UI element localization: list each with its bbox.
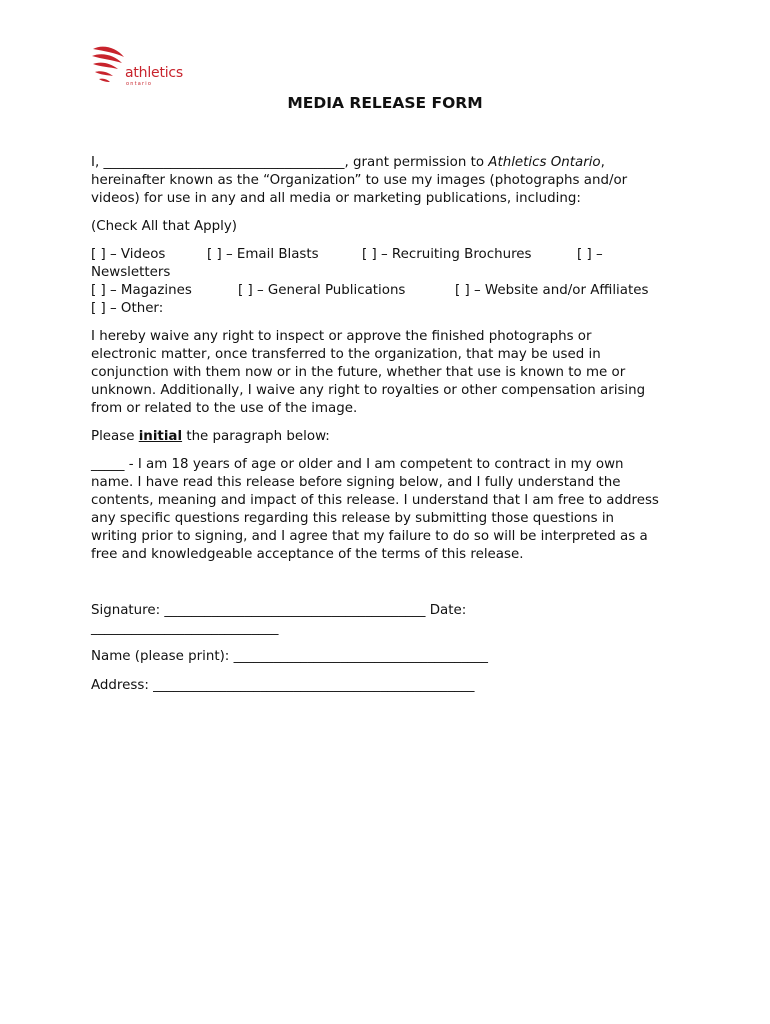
date-field[interactable]: ____________________________ — [91, 621, 279, 636]
waiver-line: electronic matter, once transferred to the organization, that may be used in — [91, 347, 601, 362]
initial-instruction-after: the paragraph below: — [182, 429, 330, 444]
intro-text-after: , — [600, 155, 605, 170]
consent-line: name. I have read this release before signing below, and I fully understand the — [91, 475, 621, 490]
name-field[interactable]: Name (please print): ______________________________________ — [91, 649, 488, 664]
intro-line-3: videos) for use in any and all media or marketing publications, including: — [91, 191, 581, 206]
waiver-line: conjunction with them now or in the future, whether that use is known to me or — [91, 365, 626, 380]
form-title: MEDIA RELEASE FORM — [287, 94, 483, 112]
consent-line: writing prior to signing, and I agree that my failure to do so will be interpreted as a — [91, 529, 648, 544]
initial-instruction — [91, 428, 330, 446]
option-videos[interactable]: [ ] – Videos — [91, 247, 166, 262]
initial-instruction-before: Please — [91, 429, 139, 444]
waiver-line: from or related to the use of the image. — [91, 401, 358, 416]
option-recruiting-brochures[interactable]: [ ] – Recruiting Brochures — [362, 247, 532, 262]
intro-line-2: hereinafter known as the “Organization” to use my images (photographs and/or — [91, 173, 628, 188]
option-email-blasts[interactable]: [ ] – Email Blasts — [207, 247, 319, 262]
logo-swoosh-icon — [90, 45, 130, 87]
organization-name: Athletics Ontario — [488, 155, 601, 170]
consent-line: any specific questions regarding this release by submitting those questions in — [91, 511, 615, 526]
initial-emphasis: initial — [138, 429, 183, 444]
option-general-publications[interactable]: [ ] – General Publications — [238, 283, 406, 298]
intro-line-1 — [91, 154, 605, 172]
consent-line: contents, meaning and impact of this release. I understand that I am free to address — [91, 493, 659, 508]
option-website-affiliates[interactable]: [ ] – Website and/or Affiliates — [455, 283, 649, 298]
athletics-ontario-logo — [90, 45, 200, 90]
option-other[interactable]: [ ] – Other: — [91, 301, 164, 316]
option-newsletters-label: Newsletters — [91, 265, 171, 280]
intro-text-before: I, ____________________________________, grant permission to — [91, 155, 489, 170]
waiver-line: I hereby waive any right to inspect or approve the finished photographs or — [91, 329, 592, 344]
logo-subtext: ontario — [126, 81, 153, 87]
consent-line-initial-field[interactable]: _____ - I am 18 years of age or older and I am competent to contract in my own — [91, 457, 624, 472]
option-newsletters-checkbox[interactable]: [ ] – — [577, 247, 603, 262]
logo-wordmark: athletics — [125, 65, 184, 81]
address-field[interactable]: Address: ________________________________________________ — [91, 678, 475, 693]
consent-line: free and knowledgeable acceptance of the terms of this release. — [91, 547, 524, 562]
check-all-instruction: (Check All that Apply) — [91, 219, 238, 234]
waiver-line: unknown. Additionally, I waive any right to royalties or other compensation arising — [91, 383, 646, 398]
option-magazines[interactable]: [ ] – Magazines — [91, 283, 192, 298]
signature-date-field[interactable]: Signature: _______________________________________ Date: — [91, 603, 467, 618]
